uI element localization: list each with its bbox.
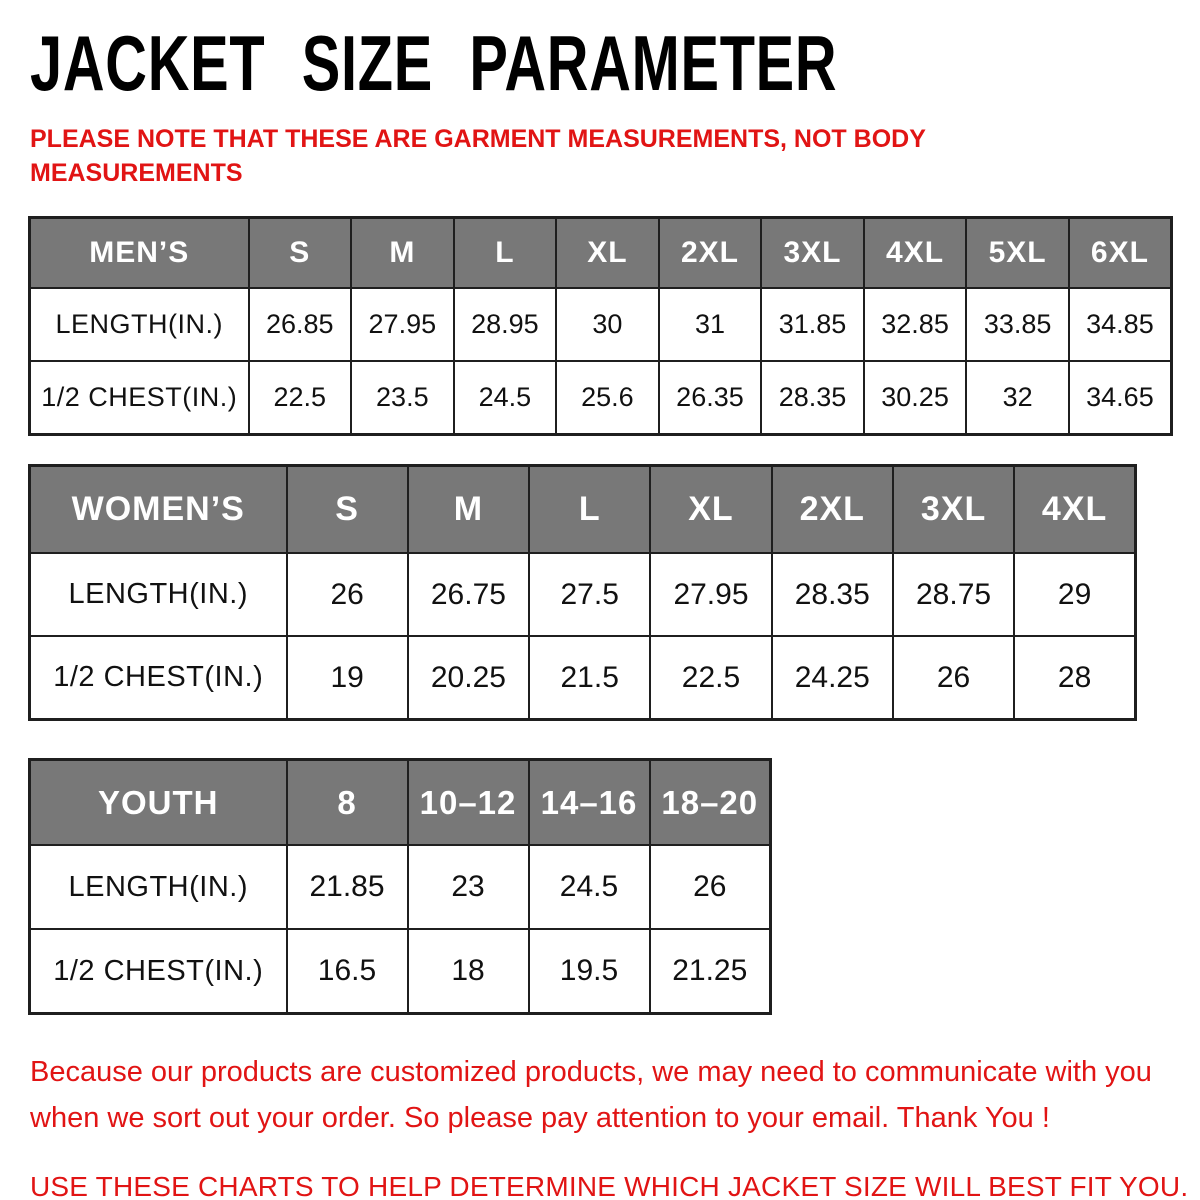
mens-value-cell: 30 (556, 288, 659, 361)
youth-size-header-cell: 8 (287, 760, 408, 846)
mens-header-row (30, 218, 1172, 289)
mens-value-cell: 32.85 (864, 288, 967, 361)
mens-value-cell: 34.65 (1069, 361, 1172, 435)
womens-size-header-cell: XL (650, 466, 771, 554)
mens-value-cell: 27.95 (351, 288, 454, 361)
mens-measurement-row (30, 288, 1172, 361)
customization-notice-line1: Because our products are customized products, we may need to communicate with you (30, 1056, 1152, 1088)
customization-notice (30, 1049, 1200, 1141)
mens-value-cell: 22.5 (249, 361, 352, 435)
mens-size-header-cell: S (249, 218, 352, 289)
mens-value-cell: 28.35 (761, 361, 864, 435)
mens-value-cell: 32 (966, 361, 1069, 435)
womens-value-cell: 26.75 (408, 553, 529, 636)
womens-size-header-cell: 2XL (772, 466, 893, 554)
womens-value-cell: 28.75 (893, 553, 1014, 636)
mens-value-cell: 34.85 (1069, 288, 1172, 361)
mens-value-cell: 24.5 (454, 361, 557, 435)
mens-table-title-cell: MEN’S (30, 218, 249, 289)
womens-measurement-row (30, 636, 1136, 720)
youth-measurement-row (30, 929, 771, 1014)
mens-row-label: LENGTH(IN.) (30, 288, 249, 361)
youth-value-cell: 21.25 (650, 929, 771, 1014)
youth-size-header-cell: 18–20 (650, 760, 771, 846)
youth-value-cell: 21.85 (287, 845, 408, 929)
womens-value-cell: 27.95 (650, 553, 771, 636)
youth-table-title-cell: YOUTH (30, 760, 287, 846)
mens-size-header-cell: 2XL (659, 218, 762, 289)
youth-value-cell: 23 (408, 845, 529, 929)
mens-value-cell: 25.6 (556, 361, 659, 435)
youth-size-table (28, 758, 772, 1015)
womens-measurement-row (30, 553, 1136, 636)
mens-size-header-cell: 3XL (761, 218, 864, 289)
mens-value-cell: 31.85 (761, 288, 864, 361)
mens-size-table (28, 216, 1173, 436)
womens-row-label: LENGTH(IN.) (30, 553, 287, 636)
customization-notice-line2: when we sort out your order. So please pay attention to your email. Thank You ! (30, 1102, 1050, 1134)
mens-value-cell: 23.5 (351, 361, 454, 435)
youth-value-cell: 18 (408, 929, 529, 1014)
womens-value-cell: 20.25 (408, 636, 529, 720)
mens-value-cell: 26.35 (659, 361, 762, 435)
mens-row-label: 1/2 CHEST(IN.) (30, 361, 249, 435)
page-title: JACKET SIZE PARAMETER (30, 19, 838, 107)
mens-size-header-cell: XL (556, 218, 659, 289)
youth-row-label: 1/2 CHEST(IN.) (30, 929, 287, 1014)
youth-value-cell: 19.5 (529, 929, 650, 1014)
womens-table-title-cell: WOMEN’S (30, 466, 287, 554)
youth-value-cell: 24.5 (529, 845, 650, 929)
mens-value-cell: 33.85 (966, 288, 1069, 361)
youth-value-cell: 26 (650, 845, 771, 929)
womens-size-header-cell: M (408, 466, 529, 554)
youth-value-cell: 16.5 (287, 929, 408, 1014)
mens-size-header-cell: M (351, 218, 454, 289)
garment-note-line2: MEASUREMENTS (30, 159, 243, 187)
youth-row-label: LENGTH(IN.) (30, 845, 287, 929)
mens-size-header-cell: 4XL (864, 218, 967, 289)
womens-value-cell: 19 (287, 636, 408, 720)
mens-value-cell: 28.95 (454, 288, 557, 361)
garment-measurements-note (30, 122, 1200, 190)
womens-value-cell: 22.5 (650, 636, 771, 720)
womens-value-cell: 29 (1014, 553, 1135, 636)
womens-size-header-cell: 4XL (1014, 466, 1135, 554)
womens-value-cell: 26 (893, 636, 1014, 720)
size-tables-container (0, 216, 1200, 1015)
youth-size-header-cell: 10–12 (408, 760, 529, 846)
mens-value-cell: 31 (659, 288, 762, 361)
youth-header-row (30, 760, 771, 846)
womens-size-header-cell: S (287, 466, 408, 554)
womens-value-cell: 24.25 (772, 636, 893, 720)
mens-size-header-cell: 5XL (966, 218, 1069, 289)
youth-measurement-row (30, 845, 771, 929)
womens-value-cell: 21.5 (529, 636, 650, 720)
mens-value-cell: 26.85 (249, 288, 352, 361)
chart-usage-note: USE THESE CHARTS TO HELP DETERMINE WHICH JACKET SIZE WILL BEST FIT YOU. (30, 1171, 1189, 1200)
mens-size-header-cell: L (454, 218, 557, 289)
youth-size-header-cell: 14–16 (529, 760, 650, 846)
womens-size-table (28, 464, 1137, 721)
womens-value-cell: 28 (1014, 636, 1135, 720)
womens-row-label: 1/2 CHEST(IN.) (30, 636, 287, 720)
womens-header-row (30, 466, 1136, 554)
mens-measurement-row (30, 361, 1172, 435)
mens-value-cell: 30.25 (864, 361, 967, 435)
womens-value-cell: 27.5 (529, 553, 650, 636)
womens-value-cell: 26 (287, 553, 408, 636)
garment-note-line1: PLEASE NOTE THAT THESE ARE GARMENT MEASUREMENTS, NOT BODY (30, 125, 926, 153)
womens-size-header-cell: 3XL (893, 466, 1014, 554)
womens-value-cell: 28.35 (772, 553, 893, 636)
mens-size-header-cell: 6XL (1069, 218, 1172, 289)
womens-size-header-cell: L (529, 466, 650, 554)
